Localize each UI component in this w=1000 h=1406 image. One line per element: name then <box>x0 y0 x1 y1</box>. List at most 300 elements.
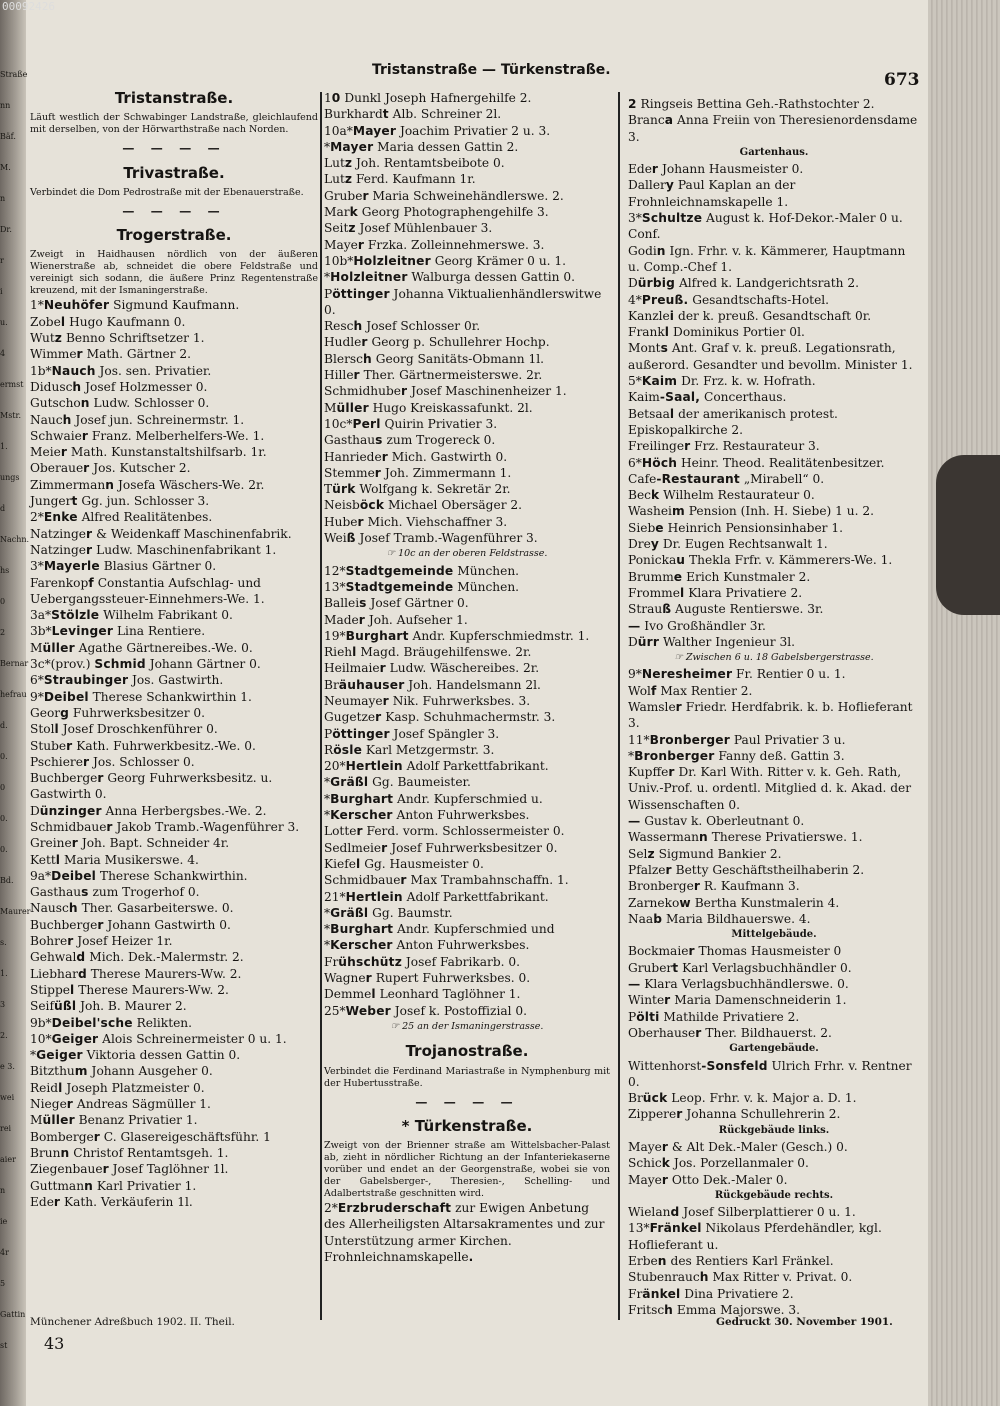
directory-entry: 3*Schultze August k. Hof-Dekor.-Maler 0 u. Conf. <box>628 211 903 242</box>
directory-entry: Müller Hugo Kreiskassafunkt. 2l. <box>324 400 533 415</box>
directory-entry: Frankl Dominikus Portier 0l. <box>628 325 805 340</box>
entry-name: Levinger <box>51 624 114 639</box>
directory-entry: Farenkopf Constantia Aufschlag- und Uebergangssteuer-Einnehmers-We. 1. <box>30 575 265 606</box>
entry-name: Nauch <box>51 363 96 378</box>
strip-fragment: 5 <box>0 1279 6 1288</box>
directory-entry: Hiller Ther. Gärtnermeisterswe. 2r. <box>324 368 543 383</box>
strip-fragment: 4r <box>0 1248 9 1257</box>
directory-entry: Eder Kath. Verkäuferin 1l. <box>30 1194 193 1209</box>
street-description: Zweigt von der Brienner straße am Wittelsbacher-Palast ab, zieht in nördlicher Richtung an der Infanteriekaserne vorüber und endet an der Georgenstraße, wobei sie von der Gabelsberger-, Theresien-, Schelling- und Adalbertstraße geschnitten wird. <box>324 1140 610 1200</box>
entry-name: 2 <box>628 97 637 111</box>
directory-entry: Sedlmeier Josef Fuhrwerksbesitzer 0. <box>324 840 558 855</box>
directory-entry: Beck Wilhelm Restaurateur 0. <box>628 488 815 503</box>
entry-name: r <box>375 710 382 725</box>
entry-name: — <box>628 814 641 829</box>
directory-entry: Gasthaus zum Trogereck 0. <box>324 433 496 448</box>
directory-entry: Schwaier Franz. Melberhelfers-We. 1. <box>30 428 265 443</box>
entry-name: Schultze <box>641 211 703 226</box>
building-subheading: Rückgebäude links. <box>718 1124 830 1136</box>
directory-entry: Mayer Otto Dek.-Maler 0. <box>628 1172 788 1187</box>
entry-name: Neresheimer <box>641 667 733 682</box>
directory-entry: Wimmer Math. Gärtner 2. <box>30 347 191 362</box>
directory-entry: Demmel Leonhard Taglöhner 1. <box>324 987 521 1002</box>
entry-name: r <box>401 384 408 399</box>
directory-entry: 12*Stadtgemeinde München. <box>324 563 520 578</box>
directory-entry: — Ivo Großhändler 3r. <box>628 618 766 633</box>
strip-fragment: 1. <box>0 969 8 978</box>
directory-entry: Lutz Ferd. Kaufmann 1r. <box>324 172 476 187</box>
entry-name: Stadtgemeinde <box>345 579 454 594</box>
entry-name: l <box>679 585 685 600</box>
directory-entry: Neisböck Michael Obersäger 2. <box>324 498 523 513</box>
directory-entry: 19*Burghart Andr. Kupferschmiedmstr. 1. <box>324 628 590 643</box>
entry-name: n <box>80 396 90 411</box>
directory-entry: Lotter Ferd. vorm. Schlossermeister 0. <box>324 824 565 839</box>
directory-entry: Gruber Maria Schweinehändlerswe. 2. <box>324 188 564 203</box>
strip-fragment: n <box>0 1186 6 1195</box>
page-stack-edge <box>928 0 1000 1406</box>
column-rule-2 <box>618 92 620 1320</box>
entry-name: r <box>97 917 104 932</box>
entry-name: Schmid <box>94 657 146 672</box>
entry-name: w <box>679 895 691 910</box>
entry-name: d <box>77 966 87 981</box>
directory-entry: Gasthaus zum Trogerhof 0. <box>30 885 200 900</box>
directory-entry: Liebhard Therese Maurers-Ww. 2. <box>30 966 242 981</box>
directory-entry: Fritsch Emma Majorswe. 3. <box>628 1302 801 1317</box>
directory-entry: Bohrer Josef Heizer 1r. <box>30 934 173 949</box>
directory-entry: 10c*Perl Quirin Privatier 3. <box>324 416 498 431</box>
entry-name: r <box>357 514 364 529</box>
directory-entry: 10*Geiger Alois Schreinermeister 0 u. 1. <box>30 1031 287 1046</box>
entry-name: d <box>670 1205 680 1220</box>
entry-name: Neuhöfer <box>43 298 110 313</box>
directory-entry: 3*Mayerle Blasius Gärtner 0. <box>30 559 217 574</box>
directory-entry: Dünzinger Anna Herbergsbes.-We. 2. <box>30 803 267 818</box>
separator: — — — — <box>122 141 226 156</box>
directory-entry: 9*Neresheimer Fr. Rentier 0 u. 1. <box>628 667 846 682</box>
street-description: Läuft westlich der Schwabinger Landstraße, gleichlaufend mit derselben, von der Hörwarthstraße nach Norden. <box>30 112 318 136</box>
entry-name: r <box>684 439 691 454</box>
directory-entry: Wolf Max Rentier 2. <box>628 683 753 698</box>
scan-id: 00092426 <box>2 0 55 13</box>
entry-name: Geiger <box>51 1031 99 1046</box>
entry-name: -Saal, <box>659 390 701 405</box>
strip-fragment: ungs <box>0 473 20 482</box>
directory-entry: Balleis Josef Gärtner 0. <box>324 596 469 611</box>
directory-entry: Mark Georg Photographengehilfe 3. <box>324 205 549 220</box>
directory-entry: Nausch Ther. Gasarbeiterswe. 0. <box>30 901 234 916</box>
entry-name: r <box>374 465 382 480</box>
entry-name: l <box>669 406 675 421</box>
entry-name: s <box>660 341 669 356</box>
street-heading: Tristanstraße. <box>114 89 234 107</box>
directory-entry: Schick Jos. Porzellanmaler 0. <box>628 1156 809 1171</box>
directory-entry: Natzinger & Weidenkaff Maschinenfabrik. <box>30 526 292 541</box>
entry-name: Holzleitner <box>330 270 408 285</box>
entry-name: ück <box>642 1091 668 1106</box>
directory-entry: Kupffer Dr. Karl With. Ritter v. k. Geh. Rath, Univ.-Prof. u. ordentl. Mitglied d. k. Akad. der Wissenschaften 0. <box>628 765 912 812</box>
entry-name: z <box>344 172 353 187</box>
directory-entry: Seitz Josef Mühlenbauer 3. <box>324 221 493 236</box>
entry-name: Burghart <box>345 628 409 643</box>
directory-entry: 9a*Deibel Therese Schankwirthin. <box>30 868 248 883</box>
directory-entry: Blersch Georg Sanitäts-Obmann 1l. <box>324 351 545 366</box>
directory-entry: 9*Deibel Therese Schankwirthin 1. <box>30 689 252 704</box>
entry-name: r <box>86 526 93 541</box>
entry-name: h <box>699 1270 709 1285</box>
strip-fragment: 0. <box>0 814 8 823</box>
directory-entry: Ponickau Thekla Frfr. v. Kämmerers-We. 1. <box>628 553 893 568</box>
entry-name: h <box>72 379 82 394</box>
strip-fragment: aier <box>0 1155 16 1164</box>
directory-entry: Winter Maria Damenschneiderin 1. <box>628 993 847 1008</box>
strip-fragment: st <box>0 1341 8 1350</box>
entry-name: r <box>106 819 113 834</box>
entry-name: r <box>60 445 68 460</box>
entry-name: ß <box>662 602 672 617</box>
directory-entry: Wagner Rupert Fuhrwerksbes. 0. <box>324 971 531 986</box>
entry-name: l <box>54 722 59 737</box>
entry-name: üßl <box>53 999 77 1014</box>
entry-name: b <box>653 911 663 926</box>
entry-name: üller <box>42 1113 75 1128</box>
entry-name: Mayer <box>330 139 374 154</box>
entry-name: r <box>66 1097 74 1112</box>
entry-name: Straubinger <box>43 673 129 688</box>
directory-entry: Oberhauser Ther. Bildhauerst. 2. <box>628 1025 832 1040</box>
entry-name: Hertlein <box>345 889 403 904</box>
entry-name: r <box>102 1162 109 1177</box>
directory-entry: Dallery Paul Kaplan an der Frohnleichnamskapelle 1. <box>628 178 796 209</box>
entry-name: üller <box>42 640 75 655</box>
entry-name: n <box>698 830 708 845</box>
directory-entry: Bräuhauser Joh. Handelsmann 2l. <box>324 677 541 692</box>
directory-entry: Burkhardt Alb. Schreiner 2l. <box>324 107 502 122</box>
entry-name: r <box>382 693 389 708</box>
directory-entry: Pöttinger Josef Spängler 3. <box>324 726 500 741</box>
directory-entry: Strauß Auguste Rentierswe. 3r. <box>628 602 824 617</box>
directory-entry: Rösle Karl Metzgermstr. 3. <box>324 742 495 757</box>
entry-name: öttinger <box>332 726 390 741</box>
entry-name: s <box>81 885 89 900</box>
entry-name: n <box>60 1145 70 1160</box>
strip-fragment: nn <box>0 101 11 110</box>
entry-name: h <box>664 1302 674 1317</box>
entry-name: r <box>693 879 701 894</box>
directory-entry: Freilinger Frz. Restaurateur 3. <box>628 439 820 454</box>
directory-entry: Branca Anna Freiin von Theresienordensdame 3. <box>628 113 918 144</box>
entry-name: Perl <box>352 416 381 431</box>
entry-name: Kaim <box>641 374 678 389</box>
directory-entry: Pöttinger Johanna Viktualienhändlerswitwe 0. <box>324 286 602 317</box>
page-number: 673 <box>884 70 920 90</box>
directory-entry: Hanrieder Mich. Gastwirth 0. <box>324 449 508 464</box>
directory-entry: Brunn Christof Rentamtsgeh. 1. <box>30 1145 229 1160</box>
strip-fragment: Gattin <box>0 1310 26 1319</box>
directory-entry: Türk Wolfgang k. Sekretär 2r. <box>324 482 511 497</box>
directory-entry: Frühschütz Josef Fabrikarb. 0. <box>324 954 521 969</box>
strip-fragment: ermst <box>0 380 24 389</box>
directory-entry: Georg Fuhrwerksbesitzer 0. <box>30 705 206 720</box>
directory-entry: 20*Hertlein Adolf Parkettfabrikant. <box>324 759 549 774</box>
entry-name: Stölzle <box>51 608 100 623</box>
strip-fragment: d. <box>0 721 8 730</box>
entry-name: t <box>382 107 389 122</box>
entry-name: l <box>664 325 670 340</box>
directory-entry: Eder Johann Hausmeister 0. <box>628 162 804 177</box>
directory-entry: 9b*Deibel'sche Relikten. <box>30 1015 193 1030</box>
entry-name: m <box>74 1064 88 1079</box>
directory-entry: Grubert Karl Verlagsbuchhändler 0. <box>628 960 852 975</box>
directory-entry: Jungert Gg. jun. Schlosser 3. <box>30 494 210 509</box>
entry-name: Gräßl <box>330 775 369 790</box>
directory-entry: 5*Kaim Dr. Frz. k. w. Hofrath. <box>628 374 816 389</box>
directory-entry: 4*Preuß. Gesandtschafts-Hotel. <box>628 292 830 307</box>
directory-entry: 2*Erzbruderschaft zur Ewigen Anbetung des Allerheiligsten Altarsakramentes und zur Unterstützung armer Kirchen. <box>324 1201 605 1248</box>
strip-fragment: Mstr. <box>0 411 21 420</box>
column-rule-1 <box>320 92 322 1320</box>
directory-entry: 2 Ringseis Bettina Geh.-Rathstochter 2. <box>628 97 875 111</box>
directory-entry: Mayer & Alt Dek.-Maler (Gesch.) 0. <box>628 1140 848 1154</box>
entry-name: l <box>58 1080 63 1095</box>
street-heading: Trivastraße. <box>123 163 225 182</box>
directory-entry: Seifüßl Joh. B. Maurer 2. <box>30 999 187 1014</box>
directory-entry: Kaim-Saal, Concerthaus. <box>628 390 787 405</box>
directory-entry: Dürbig Alfred k. Landgerichtsrath 2. <box>628 276 859 291</box>
entry-name: i <box>669 308 675 323</box>
street-description: Zweigt in Haidhausen nördlich von der äußeren Wienerstraße ab, schneidet die obere Feldstraße und vereinigt sich sodann, die äußere Prinz Regentenstraße kreuzend, mit der Ismaningerstraße. <box>30 249 318 297</box>
entry-name: r <box>53 1194 61 1209</box>
directory-entry: Brück Leop. Frhr. v. k. Major a. D. 1. <box>628 1091 857 1106</box>
entry-name: Hertlein <box>345 759 403 774</box>
address-note: ☞ 25 an der Ismaningerstrasse. <box>390 1020 544 1032</box>
entry-name: h <box>62 412 72 427</box>
directory-entry: Huber Mich. Viehschaffner 3. <box>324 514 508 529</box>
entry-name: -Restaurant <box>656 471 740 486</box>
directory-entry: *Gräßl Gg. Baumeister. <box>324 775 471 790</box>
strip-fragment: 3 <box>0 1000 6 1009</box>
street-description: Verbindet die Dom Pedrostraße mit der Ebenauerstraße. <box>30 186 304 198</box>
entry-name: Deibel <box>43 689 89 704</box>
strip-fragment: 0 <box>0 597 6 606</box>
strip-fragment: r <box>0 256 4 265</box>
directory-entry: Pschierer Jos. Schlosser 0. <box>30 754 195 769</box>
street-heading: * Türkenstraße. <box>401 1116 533 1135</box>
strip-fragment: 0. <box>0 845 8 854</box>
directory-entry: Mayer Frzka. Zolleinnehmerswe. 3. <box>324 237 545 252</box>
directory-entry: Siebe Heinrich Pensionsinhaber 1. <box>628 520 843 535</box>
directory-entry: Resch Josef Schlosser 0r. <box>324 319 481 334</box>
entry-name: r <box>381 840 388 855</box>
directory-entry: Schmidbauer Max Trambahnschaffn. 1. <box>324 873 569 888</box>
directory-entry: Stubenrauch Max Ritter v. Privat. 0. <box>628 1270 853 1285</box>
directory-entry: Zobel Hugo Kaufmann 0. <box>30 314 186 329</box>
entry-name: r <box>665 862 672 877</box>
separator: — — — — <box>415 1094 519 1109</box>
index-tab <box>936 455 1000 615</box>
street-description: Verbindet die Ferdinand Mariastraße in Nymphenburg mit der Hubertusstraße. <box>324 1065 610 1089</box>
entry-name: k <box>651 488 660 503</box>
directory-entry: 10 Dunkl Joseph Hafnergehilfe 2. <box>324 91 532 105</box>
directory-entry: Drey Dr. Eugen Rechtsanwalt 1. <box>628 537 828 552</box>
entry-name: h <box>362 351 372 366</box>
directory-entry: Betsaal der amerikanisch protest. Episkopalkirche 2. <box>628 406 838 437</box>
directory-entry: *Mayer Maria dessen Gattin 2. <box>324 139 519 154</box>
directory-entry: *Gräßl Gg. Baumstr. <box>324 905 453 920</box>
entry-name: r <box>379 661 386 676</box>
directory-entry: Naab Maria Bildhauerswe. 4. <box>628 911 811 926</box>
entry-name: öttinger <box>332 286 390 301</box>
directory-entry: Pölti Mathilde Privatiere 2. <box>628 1009 800 1024</box>
entry-name: a <box>664 113 674 128</box>
footer-left: Münchener Adreßbuch 1902. II. Theil. <box>30 1316 235 1328</box>
entry-name: h <box>68 901 78 916</box>
strip-fragment: Dr. <box>0 225 12 234</box>
entry-name: Deibel <box>51 868 97 883</box>
entry-name: ünzinger <box>39 803 102 818</box>
directory-entry: 13*Fränkel Nikolaus Pferdehändler, kgl. Hoflieferant u. <box>628 1221 882 1252</box>
strip-fragment: Straße <box>0 70 28 79</box>
building-subheading: Gartenhaus. <box>739 146 809 158</box>
directory-entry: Stuber Kath. Fuhrwerkbesitz.-We. 0. <box>30 738 256 753</box>
strip-fragment: 0. <box>0 752 8 761</box>
directory-entry: Zarnekow Bertha Kunstmalerin 4. <box>628 895 840 910</box>
strip-fragment: rei <box>0 1124 12 1133</box>
directory-entry: Didusch Josef Holzmesser 0. <box>30 379 208 394</box>
directory-entry: 3b*Levinger Lina Rentiere. <box>30 624 206 639</box>
directory-entry: 1*Neuhöfer Sigmund Kaufmann. <box>30 298 240 313</box>
strip-fragment: d <box>0 504 6 513</box>
directory-entry: 3a*Stölzle Wilhelm Fabrikant 0. <box>30 608 233 623</box>
entry-name: 0 <box>331 91 341 105</box>
entry-name: Kerscher <box>330 938 393 953</box>
entry-name: Bronberger <box>649 732 730 747</box>
entry-name: ürbig <box>637 276 676 291</box>
entry-name: r <box>661 1172 669 1187</box>
entry-name: z <box>344 156 353 171</box>
strip-fragment: s. <box>0 938 7 947</box>
strip-fragment: Bernar <box>0 659 29 668</box>
entry-name: öck <box>359 498 385 513</box>
entry-name: h <box>353 319 363 334</box>
entry-name: e <box>655 520 664 535</box>
strip-fragment: u. <box>0 318 8 327</box>
entry-name: k <box>661 1156 671 1171</box>
directory-entry: 10b*Holzleitner Georg Krämer 0 u. 1. <box>324 253 567 268</box>
column-2 <box>324 90 610 1265</box>
directory-entry: Zimmermann Josefa Wäschers-We. 2r. <box>30 477 265 492</box>
entry-name: r <box>357 237 365 252</box>
directory-entry: Nauch Josef jun. Schreinermstr. 1. <box>30 412 245 427</box>
directory-entry: Selz Sigmund Bankier 2. <box>628 846 782 861</box>
directory-entry: Monts Ant. Graf v. k. preuß. Legationsrath, außerord. Gesandter und bevollm. Minister 1. <box>628 341 913 372</box>
entry-name: s <box>359 596 367 611</box>
strip-fragment: Nachn. <box>0 535 30 544</box>
entry-name: u <box>676 553 686 568</box>
entry-name: d <box>76 950 86 965</box>
directory-entry: Neumayer Nik. Fuhrwerksbes. 3. <box>324 693 531 708</box>
strip-fragment: Maurer <box>0 907 31 916</box>
entry-name: r <box>67 934 74 949</box>
entry-name: Burghart <box>330 791 394 806</box>
directory-entry: *Kerscher Anton Fuhrwerksbes. <box>324 808 530 823</box>
entry-name: Mayer <box>352 123 397 138</box>
directory-entry: *Burghart Andr. Kupferschmied und <box>324 922 555 937</box>
entry-name: Mayerle <box>43 559 100 574</box>
entry-name: r <box>97 771 104 786</box>
address-note: ☞ 10c an der oberen Feldstrasse. <box>386 548 548 560</box>
entry-name: t <box>71 494 78 509</box>
entry-name: k <box>349 205 358 220</box>
entry-name: y <box>650 537 659 552</box>
entry-name: r <box>93 1129 100 1144</box>
entry-name: äuhauser <box>338 677 405 692</box>
entry-name: -Sonsfeld <box>701 1058 768 1073</box>
strip-fragment: e 3. <box>0 1062 15 1071</box>
directory-entry: Meier Math. Kunstanstaltshilfsarb. 1r. <box>30 445 267 460</box>
directory-entry: Schmidbauer Jakob Tramb.-Wagenführer 3. <box>30 819 300 834</box>
directory-entry: Ziegenbauer Josef Taglöhner 1l. <box>30 1162 229 1177</box>
entry-name: r <box>668 765 675 780</box>
entry-name: l <box>60 314 66 329</box>
directory-entry: — Gustav k. Oberleutnant 0. <box>628 814 805 829</box>
directory-entry: Buchberger Johann Gastwirth 0. <box>30 917 231 932</box>
entry-name: Deibel'sche <box>51 1015 133 1030</box>
footer-page-number: 43 <box>44 1334 65 1353</box>
entry-name: r <box>676 1107 683 1122</box>
directory-entry: Kiefel Gg. Hausmeister 0. <box>324 856 484 871</box>
strip-fragment: wei <box>0 1093 15 1102</box>
entry-name: g <box>60 705 70 720</box>
entry-name: t <box>672 960 679 975</box>
building-subheading: Gartengebäude. <box>729 1043 819 1055</box>
strip-fragment: ie <box>0 1217 8 1226</box>
entry-name: n <box>105 477 115 492</box>
entry-name: z <box>647 846 655 861</box>
directory-entry: 10a*Mayer Joachim Privatier 2 u. 3. <box>324 123 551 138</box>
directory-entry: Stemmer Joh. Zimmermann 1. <box>324 465 512 480</box>
entry-name: Preuß. <box>641 292 689 307</box>
entry-name: f <box>650 683 657 698</box>
entry-name: n <box>657 1254 667 1269</box>
directory-entry: Bronberger R. Kaufmann 3. <box>628 879 800 894</box>
directory-entry: Weiß Josef Tramb.-Wagenführer 3. <box>324 531 538 546</box>
directory-entry: Gugetzer Kasp. Schuhmachermstr. 3. <box>324 710 556 725</box>
entry-name: ühschütz <box>338 954 403 969</box>
directory-entry: Zipperer Johanna Schullehrerin 2. <box>628 1107 841 1122</box>
entry-name: Burghart <box>330 922 394 937</box>
building-subheading: Mittelgebäude. <box>731 929 817 941</box>
footer-right: Gedruckt 30. November 1901. <box>716 1316 893 1328</box>
entry-name: l <box>371 987 376 1002</box>
directory-entry: *Bronberger Fanny deß. Gattin 3. <box>628 748 845 763</box>
directory-entry: Stoll Josef Droschkenführer 0. <box>30 722 218 737</box>
entry-name: Kerscher <box>330 808 393 823</box>
strip-fragment: 1. <box>0 442 8 451</box>
entry-name: Geiger <box>36 1048 83 1063</box>
directory-entry: 6*Höch Heinr. Theod. Realitätenbesitzer. <box>628 455 885 470</box>
street-heading: Trojanostraße. <box>405 1042 529 1061</box>
entry-name: Fränkel <box>649 1221 702 1236</box>
entry-name: r <box>362 188 369 203</box>
entry-name: Gräßl <box>330 905 369 920</box>
entry-name: r <box>381 449 388 464</box>
strip-fragment: i <box>0 287 3 296</box>
entry-name: r <box>353 368 360 383</box>
directory-entry: Stippel Therese Maurers-Ww. 2. <box>30 982 229 997</box>
entry-name: ürr <box>637 634 660 649</box>
